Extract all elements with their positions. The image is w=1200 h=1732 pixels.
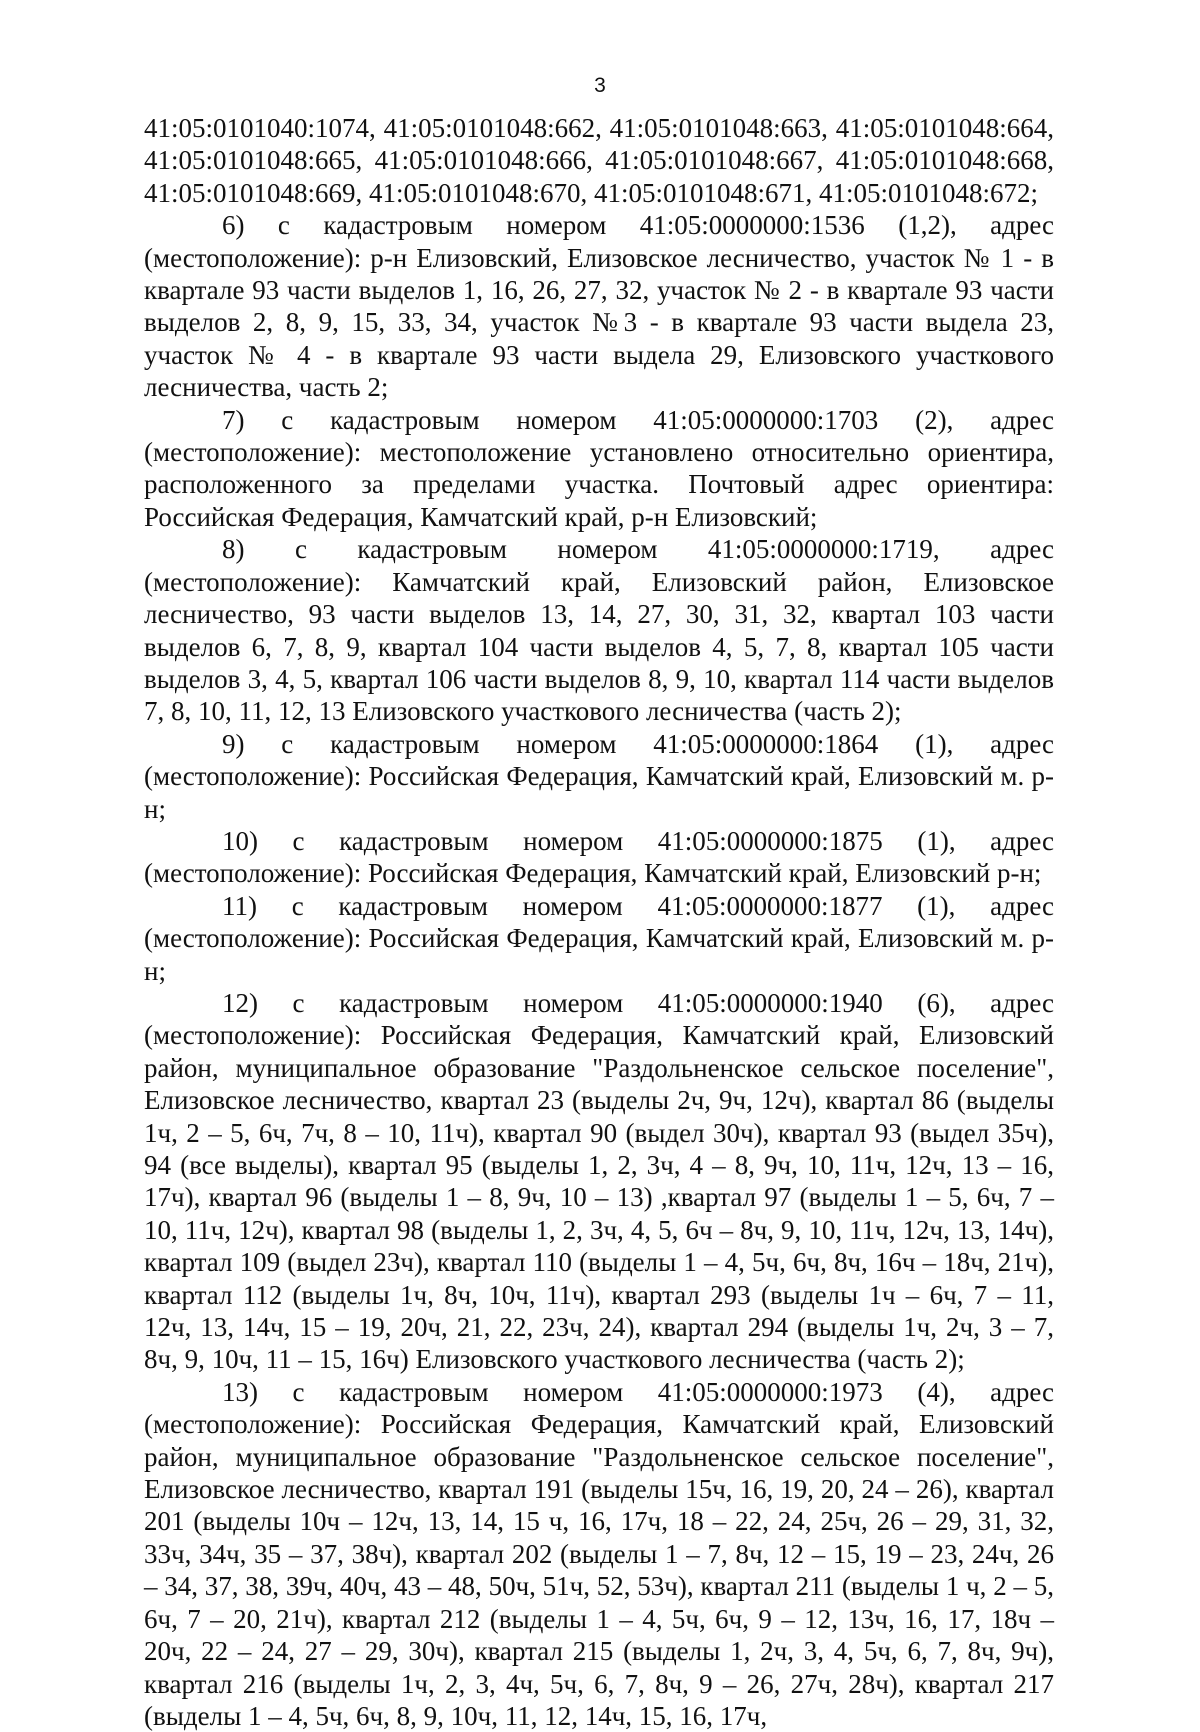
page-number: 3 [594, 74, 606, 97]
paragraph-continuation: 41:05:0101040:1074, 41:05:0101048:662, 41:05:0101048:663, 41:05:0101048:664, 41:05:0101048:665, 41:05:0101048:666, 41:05:0101048:667, 41:05:0101048:668, 41:05:0101048:669, 41:05:0101048:670, 41:05:0101048:671, 41:05:0101048:672; [144, 113, 1054, 208]
paragraph-item-12: 12) с кадастровым номером 41:05:0000000:1940 (6), адрес (местоположение): Российская Федерация, Камчатский край, Елизовский район, муниципальное образование "Раздольненское сельское поселение", Елизовское лесничество, квартал 23 (выделы 2ч, 9ч, 12ч), квартал 86 (выделы 1ч, 2 – 5, 6ч, 7ч, 8 – 10, 11ч), квартал 90 (выдел 30ч), квартал 93 (выдел 35ч), 94 (все выделы), квартал 95 (выделы 1, 2, 3ч, 4 – 8, 9ч, 10, 11ч, 12ч, 13 – 16, 17ч), квартал 96 (выделы 1 – 8, 9ч, 10 – 13) ,квартал 97 (выделы 1 – 5, 6ч, 7 – 10, 11ч, 12ч), квартал 98 (выделы 1, 2, 3ч, 4, 5, 6ч – 8ч, 9, 10, 11ч, 12ч, 13, 14ч), квартал 109 (выдел 23ч), квартал 110 (выделы 1 – 4, 5ч, 6ч, 8ч, 16ч – 18ч, 21ч), квартал 112 (выделы 1ч, 8ч, 10ч, 11ч), квартал 293 (выделы 1ч – 6ч, 7 – 11, 12ч, 13, 14ч, 15 – 19, 20ч, 21, 22, 23ч, 24), квартал 294 (выделы 1ч, 2ч, 3 – 7, 8ч, 9, 10ч, 11 – 15, 16ч) Елизовского участкового лесничества (часть 2); [144, 987, 1054, 1375]
paragraph-item-10: 10) с кадастровым номером 41:05:0000000:1875 (1), адрес (местоположение): Российская Федерация, Камчатский край, Елизовский р-н; [144, 825, 1054, 889]
paragraph-item-13: 13) с кадастровым номером 41:05:0000000:1973 (4), адрес (местоположение): Российская Федерация, Камчатский край, Елизовский район, муниципальное образование "Раздольненское сельское поселение", Елизовское лесничество, квартал 191 (выделы 15ч, 16, 19, 20, 24 – 26), квартал 201 (выделы 10ч – 12ч, 13, 14, 15 ч, 16, 17ч, 18 – 22, 24, 25ч, 26 – 29, 31, 32, 33ч, 34ч, 35 – 37, 38ч), квартал 202 (выделы 1 – 7, 8ч, 12 – 15, 19 – 23, 24ч, 26 – 34, 37, 38, 39ч, 40ч, 43 – 48, 50ч, 51ч, 52, 53ч), квартал 211 (выделы 1 ч, 2 – 5, 6ч, 7 – 20, 21ч), квартал 212 (выделы 1 – 4, 5ч, 6ч, 9 – 12, 13ч, 16, 17, 18ч – 20ч, 22 – 24, 27 – 29, 30ч), квартал 215 (выделы 1, 2ч, 3, 4, 5ч, 6, 7, 8ч, 9ч), квартал 216 (выделы 1ч, 2, 3, 4ч, 5ч, 6, 7, 8ч, 9 – 26, 27ч, 28ч), квартал 217 (выделы 1 – 4, 5ч, 6ч, 8, 9, 10ч, 11, 12, 14ч, 15, 16, 17ч, [144, 1376, 1054, 1731]
paragraph-item-11: 11) с кадастровым номером 41:05:0000000:1877 (1), адрес (местоположение): Российская Федерация, Камчатский край, Елизовский м. р-н; [144, 890, 1054, 986]
paragraph-item-6: 6) с кадастровым номером 41:05:0000000:1536 (1,2), адрес (местоположение): р-н Елизовский, Елизовское лесничество, участок № 1 - в квартале 93 части выделов 1, 16, 26, 27, 32, участок № 2 - в квартале 93 части выделов 2, 8, 9, 15, 33, 34, участок №3 - в квартале 93 части выдела 23, участок № 4 - в квартале 93 части выдела 29, Елизовского участкового лесничества, часть 2; [144, 210, 1054, 403]
document-body [144, 112, 1054, 1732]
paragraph-item-9: 9) с кадастровым номером 41:05:0000000:1864 (1), адрес (местоположение): Российская Федерация, Камчатский край, Елизовский м. р-н; [144, 728, 1054, 824]
paragraph-item-7: 7) с кадастровым номером 41:05:0000000:1703 (2), адрес (местоположение): местоположение установлено относительно ориентира, расположенного за пределами участка. Почтовый адрес ориентира: Российская Федерация, Камчатский край, р-н Елизовский; [144, 404, 1054, 532]
paragraph-item-8: 8) с кадастровым номером 41:05:0000000:1719, адрес (местоположение): Камчатский край, Елизовский район, Елизовское лесничество, 93 части выделов 13, 14, 27, 30, 31, 32, квартал 103 части выделов 6, 7, 8, 9, квартал 104 части выделов 4, 5, 7, 8, квартал 105 части выделов 3, 4, 5, квартал 106 части выделов 8, 9, 10, квартал 114 части выделов 7, 8, 10, 11, 12, 13 Елизовского участкового лесничества (часть 2); [144, 534, 1054, 727]
